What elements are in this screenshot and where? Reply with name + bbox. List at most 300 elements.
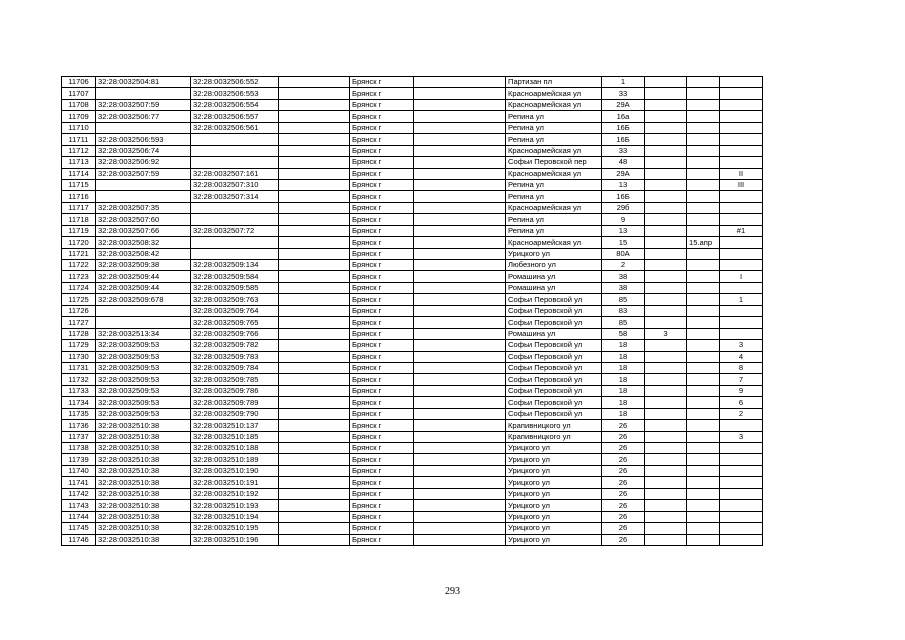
city-cell: Брянск г — [350, 305, 414, 316]
blank-column-2-cell — [414, 454, 506, 465]
room-number-cell — [720, 77, 763, 88]
city-cell: Брянск г — [350, 294, 414, 305]
extra-note-cell — [687, 88, 720, 99]
blank-column-2-cell — [414, 340, 506, 351]
room-number-cell: #1 — [720, 225, 763, 236]
building-cadastral-number-cell: 32:28:0032506:553 — [191, 88, 279, 99]
extra-note-cell — [687, 191, 720, 202]
city-cell: Брянск г — [350, 443, 414, 454]
extra-note-cell — [687, 305, 720, 316]
building-cadastral-number-cell — [191, 202, 279, 213]
table-row — [62, 340, 763, 351]
city-cell: Брянск г — [350, 488, 414, 499]
house-number-cell: 13 — [602, 179, 645, 190]
blank-column-cell — [279, 477, 350, 488]
house-number-cell: 18 — [602, 385, 645, 396]
building-number-cell — [645, 134, 687, 145]
land-cadastral-number-cell: 32:28:0032509:53 — [96, 351, 191, 362]
blank-column-2-cell — [414, 77, 506, 88]
room-number-cell: 4 — [720, 351, 763, 362]
house-number-cell: 29А — [602, 168, 645, 179]
building-number-cell — [645, 408, 687, 419]
blank-column-2-cell — [414, 465, 506, 476]
blank-column-2-cell — [414, 511, 506, 522]
city-cell: Брянск г — [350, 134, 414, 145]
land-cadastral-number-cell: 32:28:0032509:44 — [96, 282, 191, 293]
table-row — [62, 122, 763, 133]
row-number-cell: 11710 — [62, 122, 96, 133]
building-cadastral-number-cell: 32:28:0032509:765 — [191, 317, 279, 328]
room-number-cell: 8 — [720, 362, 763, 373]
room-number-cell — [720, 157, 763, 168]
house-number-cell: 9 — [602, 214, 645, 225]
street-cell: Урицкого ул — [506, 477, 602, 488]
blank-column-2-cell — [414, 214, 506, 225]
street-cell: Урицкого ул — [506, 443, 602, 454]
street-cell: Урицкого ул — [506, 511, 602, 522]
blank-column-2-cell — [414, 317, 506, 328]
city-cell: Брянск г — [350, 88, 414, 99]
building-cadastral-number-cell: 32:28:0032509:764 — [191, 305, 279, 316]
house-number-cell: 29А — [602, 99, 645, 110]
blank-column-cell — [279, 385, 350, 396]
land-cadastral-number-cell: 32:28:0032506:92 — [96, 157, 191, 168]
extra-note-cell — [687, 385, 720, 396]
land-cadastral-number-cell: 32:28:0032506:77 — [96, 111, 191, 122]
row-number-cell: 11734 — [62, 397, 96, 408]
building-cadastral-number-cell: 32:28:0032507:310 — [191, 179, 279, 190]
city-cell: Брянск г — [350, 408, 414, 419]
blank-column-2-cell — [414, 500, 506, 511]
row-number-cell: 11709 — [62, 111, 96, 122]
house-number-cell: 85 — [602, 294, 645, 305]
row-number-cell: 11716 — [62, 191, 96, 202]
blank-column-2-cell — [414, 523, 506, 534]
building-number-cell — [645, 317, 687, 328]
building-number-cell — [645, 282, 687, 293]
building-number-cell — [645, 214, 687, 225]
row-number-cell: 11739 — [62, 454, 96, 465]
street-cell: Репина ул — [506, 214, 602, 225]
blank-column-cell — [279, 271, 350, 282]
street-cell: Красноармейская ул — [506, 202, 602, 213]
room-number-cell: II — [720, 168, 763, 179]
street-cell: Урицкого ул — [506, 248, 602, 259]
building-cadastral-number-cell: 32:28:0032509:785 — [191, 374, 279, 385]
row-number-cell: 11721 — [62, 248, 96, 259]
extra-note-cell — [687, 443, 720, 454]
row-number-cell: 11726 — [62, 305, 96, 316]
room-number-cell — [720, 134, 763, 145]
building-cadastral-number-cell: 32:28:0032507:72 — [191, 225, 279, 236]
building-cadastral-number-cell: 32:28:0032507:161 — [191, 168, 279, 179]
extra-note-cell — [687, 122, 720, 133]
table-row — [62, 477, 763, 488]
row-number-cell: 11744 — [62, 511, 96, 522]
room-number-cell — [720, 260, 763, 271]
land-cadastral-number-cell: 32:28:0032507:35 — [96, 202, 191, 213]
room-number-cell — [720, 248, 763, 259]
street-cell: Репина ул — [506, 225, 602, 236]
room-number-cell: 7 — [720, 374, 763, 385]
blank-column-cell — [279, 214, 350, 225]
street-cell: Ромашина ул — [506, 328, 602, 339]
building-cadastral-number-cell: 32:28:0032509:766 — [191, 328, 279, 339]
extra-note-cell — [687, 488, 720, 499]
blank-column-cell — [279, 248, 350, 259]
blank-column-cell — [279, 420, 350, 431]
land-cadastral-number-cell: 32:28:0032508:42 — [96, 248, 191, 259]
building-number-cell — [645, 168, 687, 179]
land-cadastral-number-cell: 32:28:0032507:66 — [96, 225, 191, 236]
blank-column-cell — [279, 408, 350, 419]
city-cell: Брянск г — [350, 511, 414, 522]
land-cadastral-number-cell: 32:28:0032510:38 — [96, 477, 191, 488]
blank-column-2-cell — [414, 225, 506, 236]
row-number-cell: 11717 — [62, 202, 96, 213]
extra-note-cell — [687, 431, 720, 442]
room-number-cell — [720, 523, 763, 534]
row-number-cell: 11737 — [62, 431, 96, 442]
blank-column-cell — [279, 260, 350, 271]
extra-note-cell — [687, 111, 720, 122]
land-cadastral-number-cell: 32:28:0032509:53 — [96, 408, 191, 419]
row-number-cell: 11711 — [62, 134, 96, 145]
extra-note-cell — [687, 77, 720, 88]
blank-column-cell — [279, 122, 350, 133]
building-cadastral-number-cell: 32:28:0032510:185 — [191, 431, 279, 442]
street-cell: Красноармейская ул — [506, 145, 602, 156]
street-cell: Софьи Перовской пер — [506, 157, 602, 168]
blank-column-cell — [279, 340, 350, 351]
blank-column-2-cell — [414, 179, 506, 190]
blank-column-2-cell — [414, 477, 506, 488]
extra-note-cell — [687, 134, 720, 145]
land-cadastral-number-cell: 32:28:0032509:678 — [96, 294, 191, 305]
street-cell: Урицкого ул — [506, 534, 602, 545]
house-number-cell: 26 — [602, 534, 645, 545]
house-number-cell: 85 — [602, 317, 645, 328]
row-number-cell: 11722 — [62, 260, 96, 271]
land-cadastral-number-cell: 32:28:0032510:38 — [96, 523, 191, 534]
building-number-cell — [645, 122, 687, 133]
street-cell: Софьи Перовской ул — [506, 397, 602, 408]
room-number-cell — [720, 202, 763, 213]
city-cell: Брянск г — [350, 191, 414, 202]
room-number-cell — [720, 317, 763, 328]
room-number-cell — [720, 534, 763, 545]
street-cell: Репина ул — [506, 122, 602, 133]
extra-note-cell — [687, 145, 720, 156]
row-number-cell: 11735 — [62, 408, 96, 419]
table-row — [62, 488, 763, 499]
row-number-cell: 11736 — [62, 420, 96, 431]
building-cadastral-number-cell: 32:28:0032509:134 — [191, 260, 279, 271]
city-cell: Брянск г — [350, 431, 414, 442]
blank-column-2-cell — [414, 145, 506, 156]
row-number-cell: 11714 — [62, 168, 96, 179]
room-number-cell — [720, 488, 763, 499]
extra-note-cell — [687, 294, 720, 305]
house-number-cell: 26 — [602, 511, 645, 522]
building-cadastral-number-cell: 32:28:0032506:554 — [191, 99, 279, 110]
extra-note-cell — [687, 340, 720, 351]
house-number-cell: 26 — [602, 420, 645, 431]
extra-note-cell — [687, 214, 720, 225]
table-row — [62, 362, 763, 373]
house-number-cell: 15 — [602, 237, 645, 248]
room-number-cell — [720, 305, 763, 316]
city-cell: Брянск г — [350, 179, 414, 190]
table-row — [62, 77, 763, 88]
street-cell: Урицкого ул — [506, 454, 602, 465]
land-cadastral-number-cell — [96, 191, 191, 202]
street-cell: Любезного ул — [506, 260, 602, 271]
land-cadastral-number-cell: 32:28:0032509:38 — [96, 260, 191, 271]
page-number: 293 — [445, 586, 460, 597]
table-row — [62, 420, 763, 431]
street-cell: Софьи Перовской ул — [506, 317, 602, 328]
extra-note-cell — [687, 317, 720, 328]
row-number-cell: 11740 — [62, 465, 96, 476]
building-number-cell — [645, 202, 687, 213]
land-cadastral-number-cell: 32:28:0032509:53 — [96, 397, 191, 408]
building-cadastral-number-cell — [191, 145, 279, 156]
building-number-cell — [645, 351, 687, 362]
room-number-cell — [720, 111, 763, 122]
city-cell: Брянск г — [350, 122, 414, 133]
table-row — [62, 271, 763, 282]
extra-note-cell — [687, 248, 720, 259]
land-cadastral-number-cell: 32:28:0032509:53 — [96, 340, 191, 351]
land-cadastral-number-cell: 32:28:0032509:53 — [96, 362, 191, 373]
extra-note-cell — [687, 157, 720, 168]
building-number-cell — [645, 454, 687, 465]
blank-column-2-cell — [414, 271, 506, 282]
street-cell: Красноармейская ул — [506, 168, 602, 179]
house-number-cell: 26 — [602, 477, 645, 488]
table-row — [62, 351, 763, 362]
blank-column-cell — [279, 168, 350, 179]
building-number-cell — [645, 385, 687, 396]
extra-note-cell — [687, 362, 720, 373]
room-number-cell — [720, 122, 763, 133]
building-number-cell — [645, 145, 687, 156]
blank-column-2-cell — [414, 397, 506, 408]
building-cadastral-number-cell: 32:28:0032509:786 — [191, 385, 279, 396]
house-number-cell: 58 — [602, 328, 645, 339]
room-number-cell: III — [720, 179, 763, 190]
land-cadastral-number-cell: 32:28:0032510:38 — [96, 465, 191, 476]
blank-column-2-cell — [414, 191, 506, 202]
blank-column-cell — [279, 179, 350, 190]
table-row — [62, 511, 763, 522]
blank-column-2-cell — [414, 351, 506, 362]
house-number-cell: 26 — [602, 431, 645, 442]
extra-note-cell — [687, 408, 720, 419]
blank-column-2-cell — [414, 374, 506, 385]
room-number-cell: 3 — [720, 340, 763, 351]
land-cadastral-number-cell: 32:28:0032510:38 — [96, 431, 191, 442]
street-cell: Крапивницкого ул — [506, 420, 602, 431]
building-number-cell — [645, 340, 687, 351]
land-cadastral-number-cell — [96, 122, 191, 133]
blank-column-cell — [279, 511, 350, 522]
building-cadastral-number-cell: 32:28:0032506:552 — [191, 77, 279, 88]
land-cadastral-number-cell: 32:28:0032509:53 — [96, 374, 191, 385]
building-cadastral-number-cell: 32:28:0032506:557 — [191, 111, 279, 122]
table-row — [62, 294, 763, 305]
city-cell: Брянск г — [350, 454, 414, 465]
room-number-cell — [720, 477, 763, 488]
row-number-cell: 11707 — [62, 88, 96, 99]
building-number-cell — [645, 237, 687, 248]
row-number-cell: 11723 — [62, 271, 96, 282]
house-number-cell: 38 — [602, 271, 645, 282]
blank-column-cell — [279, 294, 350, 305]
city-cell: Брянск г — [350, 237, 414, 248]
house-number-cell: 1 — [602, 77, 645, 88]
building-cadastral-number-cell: 32:28:0032506:561 — [191, 122, 279, 133]
building-number-cell — [645, 397, 687, 408]
extra-note-cell: 15.апр — [687, 237, 720, 248]
house-number-cell: 18 — [602, 374, 645, 385]
street-cell: Урицкого ул — [506, 523, 602, 534]
table-row — [62, 431, 763, 442]
street-cell: Урицкого ул — [506, 500, 602, 511]
row-number-cell: 11741 — [62, 477, 96, 488]
street-cell: Крапивницкого ул — [506, 431, 602, 442]
city-cell: Брянск г — [350, 465, 414, 476]
room-number-cell — [720, 500, 763, 511]
room-number-cell — [720, 328, 763, 339]
house-number-cell: 83 — [602, 305, 645, 316]
room-number-cell: 1 — [720, 294, 763, 305]
blank-column-2-cell — [414, 248, 506, 259]
building-number-cell — [645, 420, 687, 431]
table-row — [62, 465, 763, 476]
building-cadastral-number-cell: 32:28:0032509:790 — [191, 408, 279, 419]
room-number-cell: I — [720, 271, 763, 282]
blank-column-2-cell — [414, 260, 506, 271]
building-number-cell — [645, 362, 687, 373]
building-cadastral-number-cell: 32:28:0032510:191 — [191, 477, 279, 488]
table-row — [62, 145, 763, 156]
street-cell: Софьи Перовской ул — [506, 385, 602, 396]
building-cadastral-number-cell: 32:28:0032510:196 — [191, 534, 279, 545]
city-cell: Брянск г — [350, 282, 414, 293]
city-cell: Брянск г — [350, 214, 414, 225]
room-number-cell — [720, 511, 763, 522]
building-number-cell: 3 — [645, 328, 687, 339]
extra-note-cell — [687, 500, 720, 511]
building-cadastral-number-cell: 32:28:0032510:192 — [191, 488, 279, 499]
building-number-cell — [645, 248, 687, 259]
house-number-cell: 26 — [602, 443, 645, 454]
table-row — [62, 179, 763, 190]
street-cell: Красноармейская ул — [506, 237, 602, 248]
building-cadastral-number-cell: 32:28:0032509:584 — [191, 271, 279, 282]
room-number-cell — [720, 465, 763, 476]
blank-column-cell — [279, 111, 350, 122]
extra-note-cell — [687, 511, 720, 522]
street-cell: Красноармейская ул — [506, 88, 602, 99]
blank-column-cell — [279, 351, 350, 362]
table-row — [62, 237, 763, 248]
row-number-cell: 11743 — [62, 500, 96, 511]
city-cell: Брянск г — [350, 397, 414, 408]
land-cadastral-number-cell: 32:28:0032504:81 — [96, 77, 191, 88]
land-cadastral-number-cell — [96, 88, 191, 99]
street-cell: Партизан пл — [506, 77, 602, 88]
extra-note-cell — [687, 374, 720, 385]
row-number-cell: 11708 — [62, 99, 96, 110]
row-number-cell: 11738 — [62, 443, 96, 454]
house-number-cell: 26 — [602, 523, 645, 534]
land-cadastral-number-cell: 32:28:0032510:38 — [96, 500, 191, 511]
street-cell: Репина ул — [506, 179, 602, 190]
blank-column-cell — [279, 523, 350, 534]
room-number-cell — [720, 237, 763, 248]
blank-column-2-cell — [414, 202, 506, 213]
extra-note-cell — [687, 465, 720, 476]
building-number-cell — [645, 157, 687, 168]
city-cell: Брянск г — [350, 374, 414, 385]
table-row — [62, 534, 763, 545]
building-number-cell — [645, 260, 687, 271]
house-number-cell: 13 — [602, 225, 645, 236]
row-number-cell: 11719 — [62, 225, 96, 236]
room-number-cell: 6 — [720, 397, 763, 408]
building-cadastral-number-cell: 32:28:0032510:188 — [191, 443, 279, 454]
blank-column-cell — [279, 328, 350, 339]
house-number-cell: 38 — [602, 282, 645, 293]
row-number-cell: 11706 — [62, 77, 96, 88]
building-number-cell — [645, 431, 687, 442]
row-number-cell: 11730 — [62, 351, 96, 362]
building-cadastral-number-cell: 32:28:0032509:789 — [191, 397, 279, 408]
city-cell: Брянск г — [350, 202, 414, 213]
extra-note-cell — [687, 454, 720, 465]
blank-column-cell — [279, 488, 350, 499]
blank-column-2-cell — [414, 362, 506, 373]
land-cadastral-number-cell: 32:28:0032509:44 — [96, 271, 191, 282]
building-cadastral-number-cell: 32:28:0032510:189 — [191, 454, 279, 465]
house-number-cell: 18 — [602, 362, 645, 373]
land-cadastral-number-cell: 32:28:0032508:32 — [96, 237, 191, 248]
building-number-cell — [645, 225, 687, 236]
house-number-cell: 18 — [602, 340, 645, 351]
street-cell: Репина ул — [506, 134, 602, 145]
city-cell: Брянск г — [350, 157, 414, 168]
table-row — [62, 385, 763, 396]
building-cadastral-number-cell — [191, 134, 279, 145]
table-row — [62, 214, 763, 225]
street-cell: Репина ул — [506, 111, 602, 122]
building-number-cell — [645, 488, 687, 499]
building-cadastral-number-cell — [191, 214, 279, 225]
blank-column-2-cell — [414, 134, 506, 145]
blank-column-cell — [279, 431, 350, 442]
city-cell: Брянск г — [350, 271, 414, 282]
building-cadastral-number-cell: 32:28:0032509:784 — [191, 362, 279, 373]
table-row — [62, 408, 763, 419]
blank-column-2-cell — [414, 294, 506, 305]
extra-note-cell — [687, 477, 720, 488]
building-number-cell — [645, 271, 687, 282]
room-number-cell — [720, 191, 763, 202]
extra-note-cell — [687, 534, 720, 545]
